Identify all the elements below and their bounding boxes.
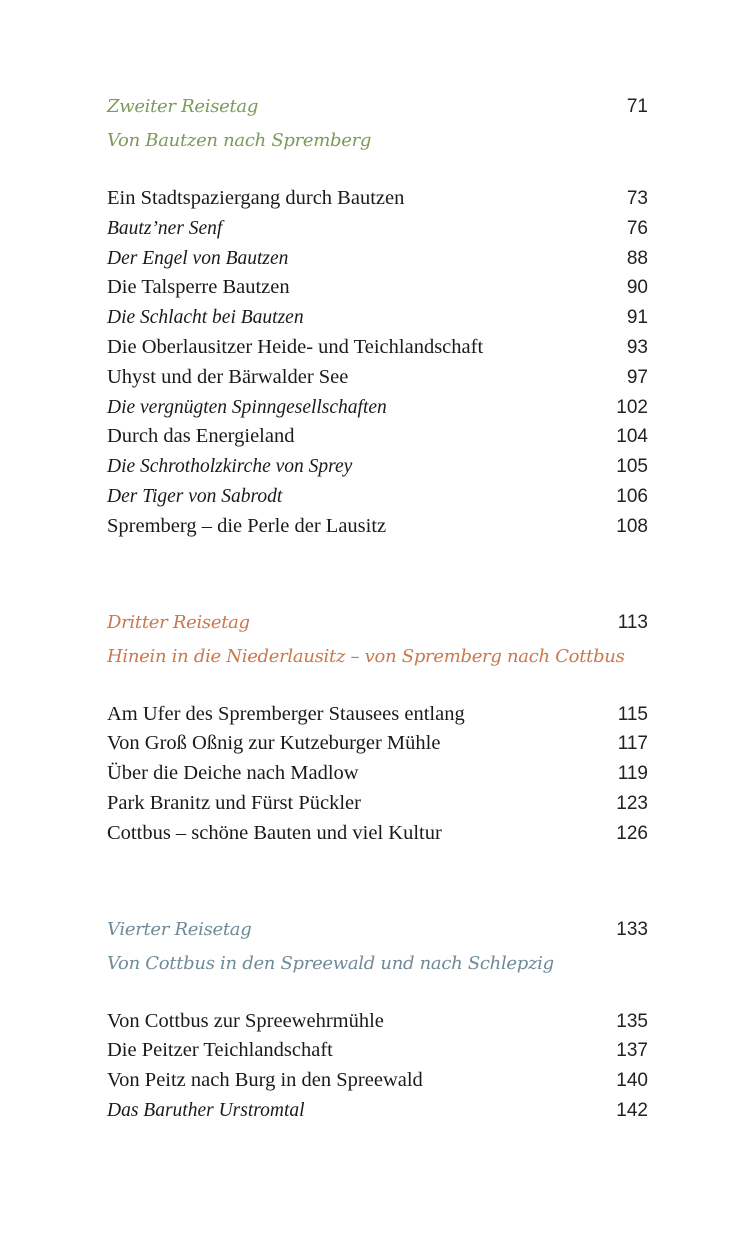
entry-title: Ein Stadtspaziergang durch Bautzen [107, 187, 405, 209]
toc-entry [107, 759, 648, 789]
toc-entry [107, 700, 648, 730]
entry-title: Von Groß Oßnig zur Kutzeburger Mühle [107, 732, 441, 755]
toc-section-day-3 [107, 612, 648, 849]
entry-page: 126 [616, 822, 648, 844]
entry-title: Cottbus – schöne Bauten und viel Kultur [107, 821, 442, 844]
section-page-number: 113 [617, 611, 648, 633]
section-subtitle: Von Cottbus in den Spreewald und nach Schlepzig [107, 952, 554, 974]
toc-entry [107, 789, 648, 819]
section-title: Zweiter Reisetag [107, 96, 259, 117]
toc-entry [107, 452, 648, 482]
entry-page: 106 [616, 485, 648, 507]
section-page-number: 71 [626, 96, 648, 117]
section-title: Dritter Reisetag [107, 611, 250, 633]
toc-entry [107, 333, 648, 363]
entry-title: Der Engel von Bautzen [107, 247, 289, 269]
toc-entry [107, 422, 648, 452]
entry-page: 76 [626, 217, 648, 239]
entry-page: 119 [617, 763, 648, 785]
toc-entry [107, 214, 648, 244]
entry-title: Die Talsperre Bautzen [107, 276, 290, 299]
entry-title: Die Schrotholzkirche von Sprey [107, 456, 353, 478]
section-page-number: 133 [616, 918, 648, 940]
toc-entry [107, 303, 648, 333]
entry-page: 140 [616, 1070, 648, 1092]
entry-title: Uhyst und der Bärwalder See [107, 365, 349, 388]
section-subtitle: Von Bautzen nach Spremberg [107, 130, 372, 151]
toc-entry [107, 512, 648, 542]
entry-title: Bautz’ner Senf [107, 217, 223, 239]
toc-entry [107, 393, 648, 423]
entry-page: 93 [626, 336, 648, 358]
entry-page: 90 [626, 277, 648, 299]
entry-title: Der Tiger von Sabrodt [107, 485, 283, 507]
entry-page: 88 [626, 247, 648, 269]
toc-entry [107, 819, 648, 849]
toc-entry [107, 1096, 648, 1126]
entry-page: 135 [616, 1010, 648, 1032]
entry-title: Durch das Energieland [107, 425, 295, 448]
entry-page: 117 [617, 733, 648, 755]
entry-title: Die Schlacht bei Bautzen [107, 307, 304, 329]
entry-page: 97 [626, 366, 648, 388]
toc-entry [107, 363, 648, 393]
entry-page: 91 [626, 307, 648, 329]
section-title: Vierter Reisetag [107, 918, 252, 940]
entry-page: 104 [616, 426, 648, 448]
toc-entry [107, 244, 648, 274]
section-heading [107, 919, 648, 949]
entry-title: Am Ufer des Spremberger Stausees entlang [107, 702, 465, 725]
section-subtitle: Hinein in die Niederlausitz – von Spremberg nach Cottbus [107, 645, 625, 667]
entry-page: 137 [616, 1040, 648, 1062]
section-heading [107, 612, 648, 642]
entry-title: Von Peitz nach Burg in den Spreewald [107, 1069, 423, 1092]
entry-title: Über die Deiche nach Madlow [107, 762, 359, 785]
entry-page: 142 [616, 1099, 648, 1121]
entry-title: Das Baruther Urstromtal [107, 1099, 305, 1121]
entry-title: Die vergnügten Spinngesellschaften [107, 396, 387, 418]
table-of-contents [107, 96, 648, 1196]
toc-section-day-4 [107, 919, 648, 1126]
entry-title: Von Cottbus zur Spreewehrmühle [107, 1009, 384, 1032]
entry-title: Park Branitz und Fürst Pückler [107, 791, 361, 814]
toc-entry [107, 482, 648, 512]
entry-page: 108 [616, 515, 648, 537]
toc-entry [107, 729, 648, 759]
section-heading [107, 96, 648, 126]
entry-title: Spremberg – die Perle der Lausitz [107, 514, 387, 537]
entry-page: 105 [616, 456, 648, 478]
entry-page: 73 [626, 188, 648, 209]
entry-page: 123 [616, 792, 648, 814]
entry-page: 102 [616, 396, 648, 418]
entry-title: Die Peitzer Teichlandschaft [107, 1039, 333, 1062]
entry-page: 115 [617, 703, 648, 725]
toc-entry [107, 1007, 648, 1037]
entry-title: Die Oberlausitzer Heide- und Teichlandschaft [107, 335, 484, 358]
toc-section-day-2 [107, 96, 648, 542]
toc-entry [107, 184, 648, 214]
toc-entry [107, 1066, 648, 1096]
toc-entry [107, 1036, 648, 1066]
toc-entry [107, 273, 648, 303]
